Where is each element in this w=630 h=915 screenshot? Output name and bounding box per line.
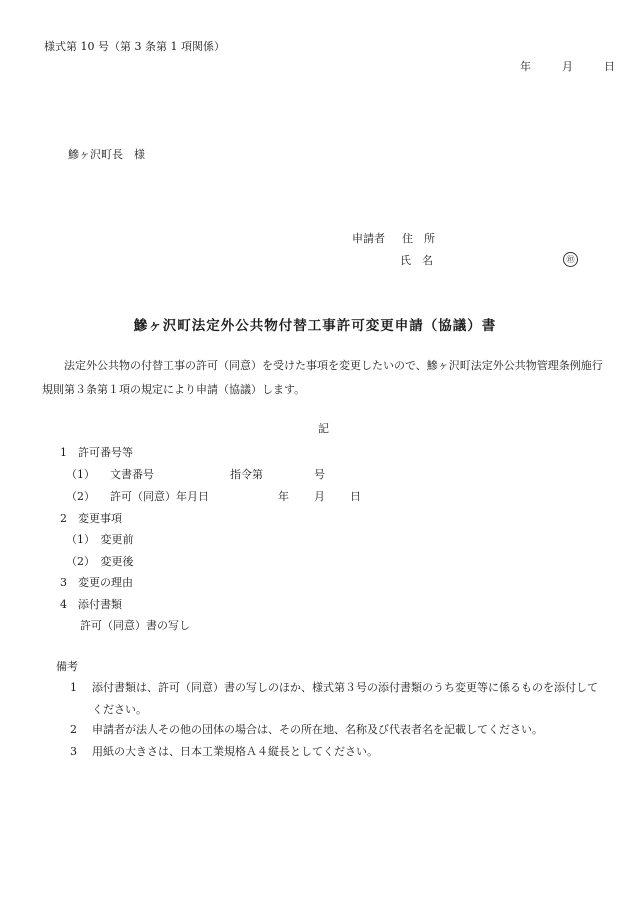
shirei-dai: 指令第 [230,468,263,481]
item-1-2-label: 許可（同意）年月日 [110,490,209,503]
item-1-2-no: （2） [66,490,95,503]
item-4-sub: 許可（同意）書の写し [80,619,190,632]
item-1-1-label: 文書番号 [110,468,154,481]
applicant-name-row [400,252,433,268]
date-year: 年 [520,60,531,73]
remark-3-no: 3 [70,745,77,758]
remark-2-no: 2 [70,723,77,736]
document-title: 鰺ヶ沢町法定外公共物付替工事許可変更申請（協議）書 [133,318,497,334]
item-2: 2 変更事項 [60,512,122,525]
item-3: 3 変更の理由 [60,576,133,589]
item-2-2: （2） 変更後 [66,555,134,568]
remarks-heading: 備考 [56,660,78,673]
remark-1-no: 1 [70,681,77,694]
name-label: 氏 名 [400,254,433,267]
item-2-1: （1） 変更前 [66,533,134,546]
remark-1: 添付書類は、許可（同意）書の写しのほか、様式第３号の添付書類のうち変更等に係るものを添付してください。 [92,681,598,716]
form-number: 様式第 10 号（第 3 条第 1 項関係） [44,40,225,53]
seal-mark: ㊞ [563,252,578,267]
item-1-1-no: （1） [66,468,95,481]
remark-3: 用紙の大きさは、日本工業規格Ａ４縦長としてください。 [92,745,378,758]
item-4: 4 添付書類 [60,598,122,611]
remark-2: 申請者が法人その他の団体の場合は、その所在地、名称及び代表者名を記載してください。 [92,723,543,736]
address-label: 住 所 [402,232,435,245]
body-paragraph: 法定外公共物の付替工事の許可（同意）を受けた事項を変更したいので、鰺ヶ沢町法定外公共物管理条例施行規則第３条第１項の規定により申請（協議）します。 [42,359,603,396]
item-1-2-month: 月 [314,490,325,503]
applicant-address-row [352,230,435,246]
date-month: 月 [562,60,573,73]
item-1-2-year: 年 [278,490,289,503]
addressee: 鰺ヶ沢町長 様 [68,148,145,161]
ki-heading: 記 [318,422,329,435]
applicant-label: 申請者 [352,232,385,245]
item-1: 1 許可番号等 [60,446,133,459]
item-1-2-day: 日 [350,490,361,503]
item-1-2 [66,488,209,504]
date-line [520,58,615,74]
date-day: 日 [604,60,615,73]
go-label: 号 [314,468,325,481]
item-1-1 [66,466,154,482]
